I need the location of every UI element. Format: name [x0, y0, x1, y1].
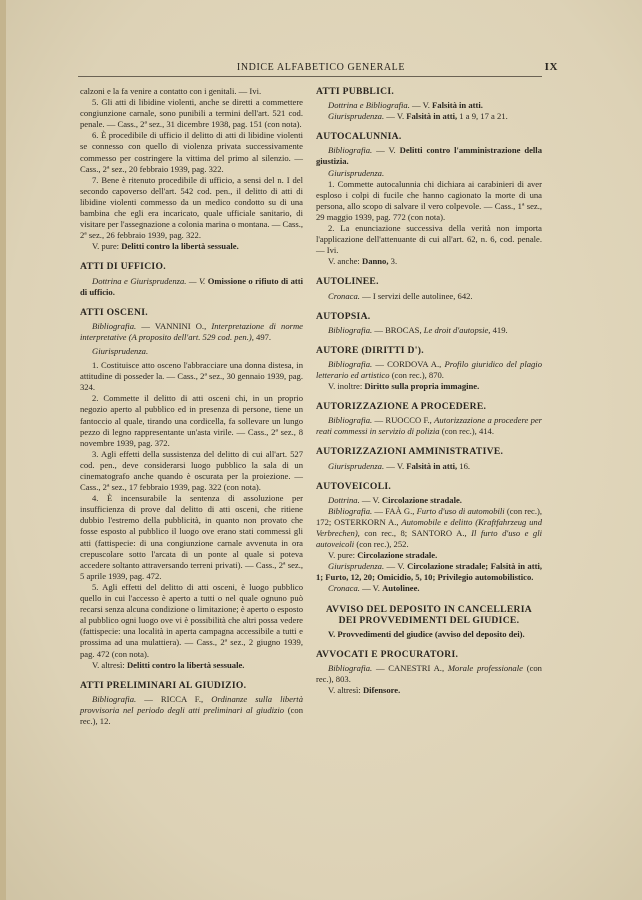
see-also-label: V. pure:	[92, 241, 120, 252]
see-also-ref: Falsità in atti,	[406, 460, 458, 471]
entry-text	[316, 461, 542, 472]
subsection-label: Bibliografia.	[328, 415, 373, 426]
entry-text: 1. Costituisce atto osceno l'abbracciare una donna distesa, in attitudine di posseder la. — Cass., 2ª sez., 30 gennaio 1939, pag. 324.	[80, 360, 303, 393]
subsection-label: Dottrina.	[328, 494, 360, 505]
entry-text: 2. Commette il delitto di atti osceni chi, in un proprio negozio aperto al pubblico ed in presenza di persone, tiene un fantoccio al quale, tirando una cordicella, fa sollevare un lungo pezzo di legno rappresentante un'asta virile. — Cass., 2ª sez., 8 novembre 1939, pag. 372.	[80, 393, 303, 448]
page-ref: (con rec.), 252.	[356, 539, 409, 550]
header-rule	[78, 76, 542, 77]
work-title: Le droit d'autopsie,	[423, 324, 491, 335]
author: — BROCAS,	[374, 324, 422, 335]
see-label: — V.	[376, 145, 396, 156]
entry-text: 5. Gli atti di libidine violenti, anche se diretti a commettere congiunzione carnale, sono punibili a termini dell'art. 521 cod. penale. — Cass., 2ª sez., 31 dicembre 1938, pag. 151 (con nota).	[80, 97, 303, 130]
entry-text	[80, 276, 303, 298]
work-title: Furto d'uso di automobili	[416, 505, 505, 516]
subsection-label: Giurisprudenza.	[328, 111, 385, 122]
section-heading: AUTOPSIA.	[316, 310, 371, 322]
section-heading: AVVOCATI E PROCURATORI.	[316, 648, 459, 660]
subsection-label: Dottrina e Bibliografia.	[328, 100, 410, 111]
see-also-ref: Falsità in atti.	[432, 100, 483, 111]
entry-text	[316, 291, 542, 302]
see-also	[316, 550, 542, 561]
right-column	[316, 86, 542, 696]
subsection-label: Bibliografia.	[328, 324, 373, 335]
bibliography-entry	[316, 415, 542, 437]
work-title: Ordinanze sulla libertà provvisoria nel periodo degli atti preliminari al giudizio	[80, 693, 303, 715]
subsection-label: Giurisprudenza.	[328, 561, 385, 572]
section-heading: AUTORIZZAZIONE A PROCEDERE.	[316, 401, 487, 413]
author: — CORDOVA A.,	[375, 358, 442, 369]
section-heading: AUTORIZZAZIONI AMMINISTRATIVE.	[316, 446, 504, 458]
section-heading: ATTI DI UFFICIO.	[80, 261, 166, 273]
work-title: Autorizzazione a procedere per reati commessi in servizio di polizia	[316, 415, 543, 437]
bibliography-entry	[316, 359, 542, 381]
section-heading: ATTI PRELIMINARI AL GIUDIZIO.	[80, 679, 247, 691]
see-also-ref: Omissione o rifiuto di atti di ufficio.	[80, 275, 303, 297]
subsection-label: Bibliografia.	[328, 358, 373, 369]
see-label: — V.	[386, 111, 405, 122]
work-title: Automobile e delitto (Kraftfahrzeug und Verbrechen),	[316, 516, 543, 538]
see-also-label: V. inoltre:	[328, 381, 363, 392]
entry-text: 1. Commette autocalunnia chi dichiara ai carabinieri di aver esploso i colpi di fucile che hanno cagionato la morte di una persona, allo scopo di salvare il vero colpevole. — Cass., 1ª sez., 29 maggio 1939, pag. 772 (con nota).	[316, 178, 542, 222]
see-label: — V.	[386, 460, 405, 471]
subsection-label: Dottrina e Giurisprudenza. — V.	[92, 275, 206, 286]
see-also-ref: Circolazione stradale; Falsità in atti, 1; Furto, 12, 20; Omicidio, 5, 10; Privilegio automobilistico.	[316, 561, 542, 583]
bibliography-entry	[80, 694, 303, 727]
page-ref: con rec., 8;	[364, 528, 408, 538]
subsection-label: Giurisprudenza.	[328, 460, 385, 471]
see-also-ref: Falsità in atti,	[406, 111, 458, 122]
page-ref: (con rec.), 414.	[441, 426, 494, 437]
work-title: Il furto d'uso e gli autoveicoli	[316, 528, 543, 550]
see-label: — V.	[386, 561, 405, 572]
entry-text	[316, 145, 542, 167]
author: — CANESTRI A.,	[375, 662, 445, 673]
entry-text	[316, 583, 542, 594]
entry-text	[316, 561, 542, 583]
see-also-label: V. pure:	[328, 550, 356, 561]
entry-body: — I servizi delle autolinee, 642.	[362, 290, 473, 301]
see-also-ref: Delitti contro la libertà sessuale.	[121, 241, 239, 252]
author: — VANNINI O.,	[141, 320, 207, 331]
section-heading: ATTI OSCENI.	[80, 306, 148, 318]
see-also-ref: Provvedimenti del giudice (avviso del deposito dei).	[337, 628, 525, 639]
page-ref: 497.	[256, 331, 272, 342]
see-also-ref: Diritto sulla propria immagine.	[364, 381, 480, 392]
subsection-label: Giurisprudenza.	[328, 167, 385, 178]
entry-text: 3. Agli effetti della sussistenza del delitto di cui all'art. 527 cod. pen., deve considerarsi luogo pubblico la sala di un cinematografo anche quando è oscurata per la proiezione. — Cass., 2ª sez., 17 febbraio 1939, pag. 322 (con nota).	[80, 448, 303, 493]
see-also-label: V. altresì:	[328, 685, 361, 696]
scan-edge	[0, 0, 6, 900]
see-label: — V.	[412, 100, 430, 111]
entry-text	[316, 111, 542, 122]
author: — FAÀ G.,	[374, 505, 415, 516]
page-ref: (con rec.), 870.	[391, 369, 444, 380]
see-also-label: V. anche:	[328, 256, 360, 267]
bibliography-entry	[316, 663, 542, 685]
page-ref: (con rec.), 803.	[316, 662, 542, 685]
author: — RUOCCO F.,	[374, 415, 432, 426]
work-title: Profilo giuridico del plagio letterario ed artistico	[316, 358, 542, 380]
section-heading: AUTOLINEE.	[316, 276, 379, 288]
see-also-ref: Autolinee.	[382, 583, 420, 594]
subsection-label: Bibliografia.	[328, 145, 373, 156]
see-also-ref: Delitti contro la libertà sessuale.	[126, 659, 245, 670]
bibliography-entry	[80, 321, 303, 343]
see-also	[316, 685, 542, 696]
page-ref: (con rec.), 12.	[80, 704, 303, 726]
see-label: — V.	[362, 583, 380, 594]
see-also	[80, 241, 303, 252]
entry-text: 6. È procedibile di ufficio il delitto di atti di libidine violenti se connesso con quello di violenza privata successivamente commesso per costringere la vittima del primo al silenzio. — Cass., 2ª sez., 20 febbraio 1939, pag. 322.	[80, 130, 303, 174]
see-also	[316, 256, 542, 267]
subsection-label: Cronaca.	[328, 290, 360, 301]
subsection-label: Cronaca.	[328, 583, 360, 594]
entry-text: 2. La enunciazione successiva della verità non importa l'applicazione dell'attenuante di cui all'art. 62, n. 6, cod. penale. — Ivi.	[316, 223, 542, 256]
subsection-label: Bibliografia.	[328, 662, 373, 673]
see-also-ref: Delitti contro l'amministrazione della giustizia.	[316, 145, 542, 167]
page-ref: (con rec.), 172;	[316, 505, 542, 527]
see-also-ref: Difensore.	[362, 685, 401, 696]
section-heading: AUTORE (DIRITTI D').	[316, 344, 424, 356]
page-ref: 3.	[390, 256, 398, 267]
bibliography-entry	[316, 325, 542, 336]
section-heading: AVVISO DEL DEPOSITO IN CANCELLERIA DEI PROVVEDIMENTI DEL GIUDICE.	[325, 603, 533, 626]
entry-text: 4. È incensurabile la sentenza di assoluzione per insufficienza di prove dal delitto di atti osceni, che ritiene dubbio l'estremo della pubblicità, in quanto non provato che fosse esposto al pubblico il luogo ove erano stati commessi gli atti (fattispecie: di una congiunzione carnale avvenuta in ora crepuscolare sotto l'arcata di un ponte al quale si poteva accedere soltanto attraversando terreni privati). — Cass., 2ª sez., 5 aprile 1939, pag. 472.	[80, 493, 303, 581]
see-also	[316, 629, 542, 640]
entry-text: calzoni e la fa venire a contatto con i genitali. — Ivi.	[80, 86, 262, 96]
subsection-label: Bibliografia.	[328, 505, 373, 516]
left-column	[80, 86, 303, 727]
see-also-ref: Circolazione stradale.	[381, 494, 462, 505]
author: — RICCA F.,	[144, 693, 204, 704]
see-also	[80, 660, 303, 671]
page-ref: 1 a 9, 17 a 21.	[459, 111, 508, 122]
page-number: IX	[544, 61, 558, 73]
entry-text	[316, 100, 542, 111]
entry-text	[316, 495, 542, 506]
author: OSTERKORN A.,	[334, 516, 399, 527]
page-ref: 16.	[459, 460, 471, 471]
see-also-ref: Danno,	[361, 256, 389, 267]
entry-text: 7. Bene è ritenuto procedibile di ufficio, a sensi del n. I del secondo capoverso dell'art. 542 cod. pen., il delitto di atti di libidine violenti commesso da un medico condotto su di una bambina che egli era incaricato, quale ufficiale sanitario, di visitare per l'assegnazione a colonia marina o montana. — Cass., 2ª sez., 26 febbraio 1939, pag. 322.	[80, 174, 304, 241]
section-heading: AUTOCALUNNIA.	[316, 131, 402, 143]
subsection-label: Bibliografia.	[92, 320, 137, 331]
subsection-label: Bibliografia.	[92, 693, 137, 704]
see-also-ref: Circolazione stradale.	[357, 550, 438, 561]
work-title: Interpretazione di norme interpretative (A proposito dell'art. 529 cod. pen.),	[80, 320, 303, 342]
see-label: — V.	[361, 494, 380, 505]
see-label: V.	[328, 628, 336, 639]
bibliography-entry	[316, 506, 542, 550]
subsection-label: Giurisprudenza.	[92, 345, 149, 356]
section-heading: AUTOVEICOLI.	[316, 480, 392, 492]
entry-text: 5. Agli effetti del delitto di atti osceni, è luogo pubblico quello in cui l'accesso è aperto a tutti o nel quale ognuno può recarsi senza alcuna condizione o limitazione; è aperto o esposto al pubblico ogni luogo ove vi è possibilità che altri possa vedere (fattispecie: una località in aperta campagna accessibile a tutti e prossima ad una mulattiera). — Cass., 2ª sez., 2 giugno 1939, pag. 472 (con nota).	[80, 581, 303, 659]
see-also-label: V. altresì:	[92, 659, 125, 670]
page-ref: 419.	[492, 324, 508, 335]
header-title: INDICE ALFABETICO GENERALE	[236, 62, 406, 73]
author: SANTORO A.,	[411, 528, 467, 538]
section-heading: ATTI PUBBLICI.	[316, 86, 395, 97]
work-title: Morale professionale	[447, 662, 523, 673]
see-also	[316, 381, 542, 392]
